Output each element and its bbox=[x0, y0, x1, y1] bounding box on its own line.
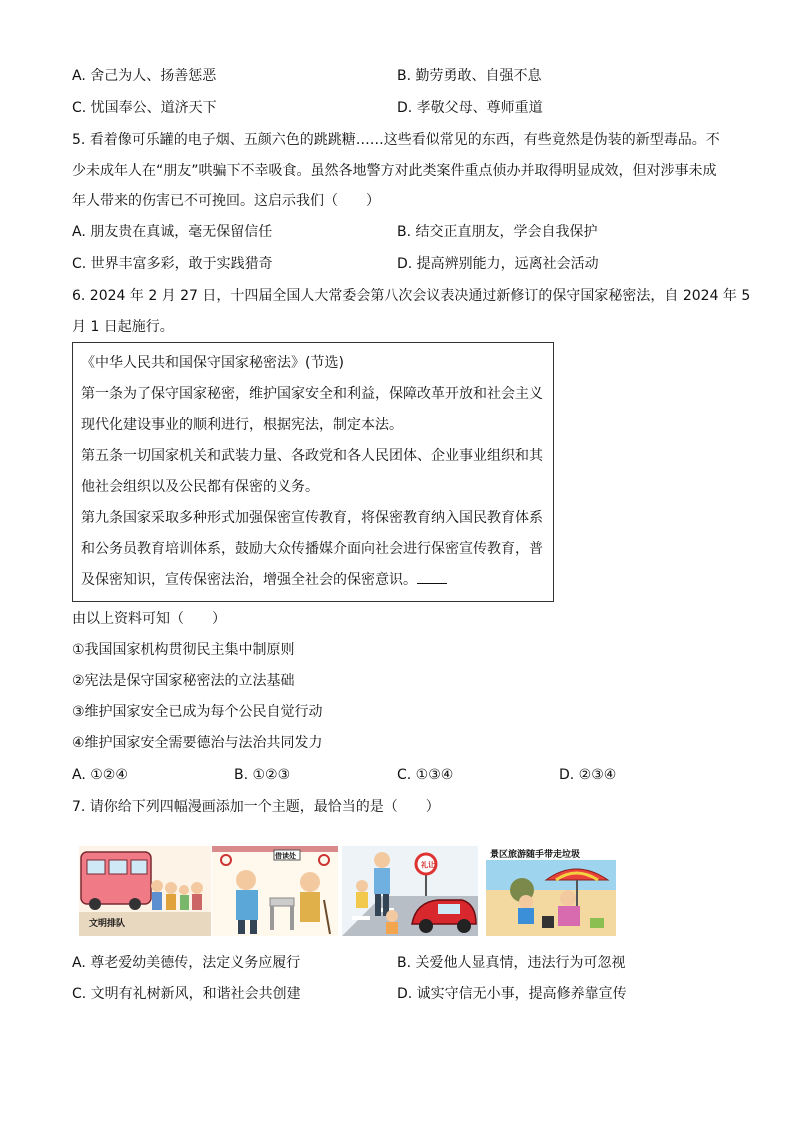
law-excerpt-line: 现代化建设事业的顺利进行，根据宪法，制定本法。 bbox=[81, 417, 403, 433]
q4-option-c[interactable]: C. 忧国奉公、道济天下 bbox=[72, 100, 217, 116]
q7-option-a[interactable]: A. 尊老爱幼美德传，法定义务应履行 bbox=[72, 955, 301, 971]
cartoon-caption: 景区旅游随手带走垃圾 bbox=[490, 850, 581, 860]
cartoon-sign: 借读处 bbox=[275, 852, 296, 860]
cartoon-scenic-litter bbox=[486, 846, 616, 936]
q6-option-a[interactable]: A. ①②④ bbox=[72, 767, 128, 783]
law-excerpt-box bbox=[72, 342, 554, 602]
q6-option-d[interactable]: D. ②③④ bbox=[559, 767, 617, 783]
q4-option-a[interactable]: A. 舍己为人、扬善惩恶 bbox=[72, 68, 217, 84]
cartoon-queue-bus bbox=[79, 846, 211, 936]
q5-option-a[interactable]: A. 朋友贵在真诚，毫无保留信任 bbox=[72, 224, 273, 240]
q7-option-b[interactable]: B. 关爱他人显真情，违法行为可忽视 bbox=[397, 955, 626, 971]
q6-option-c[interactable]: C. ①③④ bbox=[397, 767, 454, 783]
answer-blank bbox=[417, 571, 447, 584]
q6-stem-line-2: 月 1 日起施行。 bbox=[72, 319, 174, 335]
q4-option-b[interactable]: B. 勤劳勇敢、自强不息 bbox=[397, 68, 542, 84]
q6-statement-1: ①我国国家机构贯彻民主集中制原则 bbox=[72, 642, 295, 658]
law-excerpt-title: 《中华人民共和国保守国家秘密法》(节选) bbox=[81, 355, 344, 371]
q4-option-d[interactable]: D. 孝敬父母、尊师重道 bbox=[397, 100, 543, 116]
cartoon-car-yield bbox=[342, 846, 478, 936]
cartoon-sign: 礼让 bbox=[421, 861, 435, 869]
cartoon-caption: 文明排队 bbox=[89, 919, 126, 929]
law-excerpt-line: 第九条国家采取多种形式加强保密宣传教育，将保密教育纳入国民教育体系 bbox=[81, 510, 543, 526]
q6-statement-4: ④维护国家安全需要德治与法治共同发力 bbox=[72, 735, 323, 751]
q6-statement-2: ②宪法是保守国家秘密法的立法基础 bbox=[72, 673, 295, 689]
q5-stem-line-1: 5. 看着像可乐罐的电子烟、五颜六色的跳跳糖……这些看似常见的东西，有些竟然是伪装的新型毒品。不 bbox=[72, 132, 720, 148]
law-excerpt-line: 第一条为了保守国家秘密，维护国家安全和利益，保障改革开放和社会主义 bbox=[81, 386, 543, 402]
q6-stem-question: 由以上资料可知（ ） bbox=[72, 611, 226, 627]
q7-stem: 7. 请你给下列四幅漫画添加一个主题，最恰当的是（ ） bbox=[72, 799, 440, 815]
q5-stem-line-2: 少未成年人在“朋友”哄骗下不幸吸食。虽然各地警方对此类案件重点侦办并取得明显成效，但对涉事未成 bbox=[72, 163, 717, 179]
q7-option-d[interactable]: D. 诚实守信无小事，提高修养靠宣传 bbox=[397, 986, 627, 1002]
law-excerpt-line: 他社会组织以及公民都有保密的义务。 bbox=[81, 479, 319, 495]
law-excerpt-line: 和公务员教育培训体系，鼓励大众传播媒介面向社会进行保密宣传教育，普 bbox=[81, 541, 543, 557]
cartoon-give-seat bbox=[212, 846, 338, 936]
q6-stem-line-1: 6. 2024 年 2 月 27 日，十四届全国人大常委会第八次会议表决通过新修订的保守国家秘密法，自 2024 年 5 bbox=[72, 288, 751, 304]
q5-option-b[interactable]: B. 结交正直朋友，学会自我保护 bbox=[397, 224, 598, 240]
q6-statement-3: ③维护国家安全已成为每个公民自觉行动 bbox=[72, 704, 323, 720]
law-excerpt-line: 第五条一切国家机关和武装力量、各政党和各人民团体、企业事业组织和其 bbox=[81, 448, 543, 464]
q7-option-c[interactable]: C. 文明有礼树新风，和谐社会共创建 bbox=[72, 986, 301, 1002]
q5-option-d[interactable]: D. 提高辨别能力，远离社会活动 bbox=[397, 256, 599, 272]
law-excerpt-line: 及保密知识，宣传保密法治，增强全社会的保密意识。 bbox=[81, 570, 447, 590]
q6-option-b[interactable]: B. ①②③ bbox=[234, 767, 291, 783]
q5-stem-line-3: 年人带来的伤害已不可挽回。这启示我们（ ） bbox=[72, 193, 380, 209]
q5-option-c[interactable]: C. 世界丰富多彩，敢于实践猎奇 bbox=[72, 256, 273, 272]
